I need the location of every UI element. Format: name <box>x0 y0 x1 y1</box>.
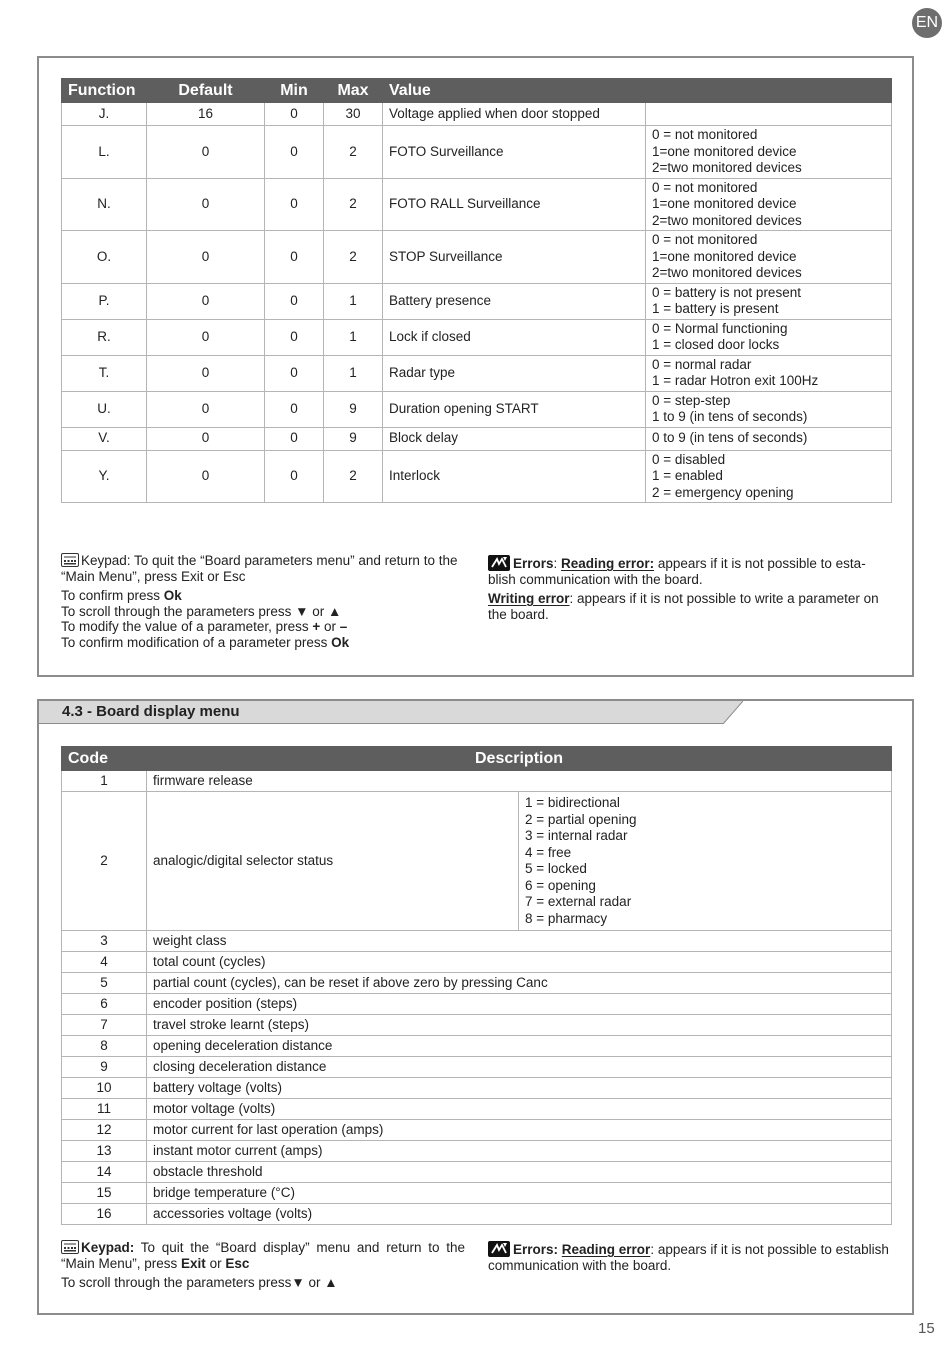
keypad-quit-text: Keypad: To quit the “Board parameters menu” and return to the “Main Menu”, press Exit or Esc <box>61 553 458 584</box>
description-cell: battery voltage (volts) <box>147 1078 892 1099</box>
max-cell: 9 <box>324 427 383 450</box>
plus-key: + <box>312 619 321 634</box>
table-row <box>62 952 892 973</box>
keypad-note-display <box>61 1240 465 1291</box>
max-cell: 1 <box>324 283 383 319</box>
value-line: 0 = disabled <box>652 451 726 467</box>
selector-value-line: 1 = bidirectional <box>525 795 620 810</box>
description-cell: partial count (cycles), can be reset if above zero by pressing Canc <box>147 973 892 994</box>
minus-key: – <box>339 619 348 634</box>
function-cell: U. <box>62 391 147 427</box>
selector-value-line: 8 = pharmacy <box>525 910 608 926</box>
description-cell: bridge temperature (°C) <box>147 1183 892 1204</box>
code-cell: 4 <box>62 952 147 973</box>
value-line: 1=one monitored device <box>652 248 797 264</box>
table-row <box>62 427 892 450</box>
description-cell: FOTO Surveillance <box>383 126 646 179</box>
min-cell: 0 <box>265 103 324 126</box>
keypad-quit-text: To quit the “Board display” menu and return to the “Main Menu”, press <box>61 1240 465 1271</box>
min-cell: 0 <box>265 178 324 231</box>
value-line: 2=two monitored devices <box>652 265 802 280</box>
description-cell: Battery presence <box>383 283 646 319</box>
table-row <box>62 103 892 126</box>
min-cell: 0 <box>265 126 324 179</box>
description-cell: FOTO RALL Surveillance <box>383 178 646 231</box>
col-header-min: Min <box>265 79 324 103</box>
value-line: 2=two monitored devices <box>652 212 802 228</box>
default-cell: 0 <box>147 126 265 179</box>
errors-sep: : <box>553 556 562 571</box>
selector-value-line: 3 = internal radar <box>525 828 628 843</box>
table-row <box>62 355 892 391</box>
table-row <box>62 1183 892 1204</box>
function-cell: O. <box>62 231 147 284</box>
function-cell: R. <box>62 319 147 355</box>
value-cell <box>646 391 892 427</box>
min-cell: 0 <box>265 450 324 503</box>
value-line: 1=one monitored device <box>652 143 797 159</box>
description-cell: opening deceleration distance <box>147 1036 892 1057</box>
default-cell: 0 <box>147 427 265 450</box>
description-cell: instant motor current (amps) <box>147 1141 892 1162</box>
description-cell: motor voltage (volts) <box>147 1099 892 1120</box>
reading-error-label: Reading error: <box>561 556 655 571</box>
table-row <box>62 792 892 931</box>
value-cell <box>646 103 892 126</box>
table-row <box>62 1078 892 1099</box>
code-cell: 8 <box>62 1036 147 1057</box>
description-cell: encoder position (steps) <box>147 994 892 1015</box>
errors-icon <box>488 1241 510 1257</box>
modify-text: To modify the value of a parameter, press <box>61 619 313 634</box>
code-cell: 11 <box>62 1099 147 1120</box>
min-cell: 0 <box>265 319 324 355</box>
parameters-header-row <box>62 79 892 103</box>
description-cell: STOP Surveillance <box>383 231 646 284</box>
max-cell: 2 <box>324 231 383 284</box>
value-line: 1 = enabled <box>652 468 723 483</box>
confirm-mod-line <box>61 635 461 651</box>
confirm-text: To confirm press <box>61 588 164 603</box>
max-cell: 2 <box>324 178 383 231</box>
parameters-table <box>61 78 892 503</box>
codes-header-row <box>62 747 892 771</box>
keypad-display-line <box>61 1240 465 1271</box>
code-cell: 15 <box>62 1183 147 1204</box>
code-cell: 2 <box>62 792 147 931</box>
selector-value-line: 7 = external radar <box>525 894 632 909</box>
page-number: 15 <box>918 1320 935 1337</box>
code-cell: 9 <box>62 1057 147 1078</box>
max-cell: 2 <box>324 126 383 179</box>
description-cell: analogic/digital selector status <box>147 792 519 931</box>
code-cell: 12 <box>62 1120 147 1141</box>
table-row <box>62 1141 892 1162</box>
default-cell: 0 <box>147 178 265 231</box>
description-cell: Duration opening START <box>383 391 646 427</box>
keypad-label: Keypad: <box>81 1240 135 1255</box>
value-line: 0 = not monitored <box>652 232 758 247</box>
col-header-function: Function <box>62 79 147 103</box>
writing-error-label: Writing error <box>488 591 570 606</box>
modify-line <box>61 619 461 635</box>
description-cell: Voltage applied when door stopped <box>383 103 646 126</box>
description-cell: Radar type <box>383 355 646 391</box>
default-cell: 0 <box>147 450 265 503</box>
table-row <box>62 1162 892 1183</box>
code-cell: 3 <box>62 931 147 952</box>
value-cell <box>646 126 892 179</box>
value-line: 2 = emergency opening <box>652 484 794 500</box>
min-cell: 0 <box>265 355 324 391</box>
or-text: or <box>320 619 340 634</box>
errors-title: Errors <box>513 556 554 571</box>
value-line: 0 = not monitored <box>652 179 758 195</box>
reading-error-line <box>488 555 892 587</box>
table-row <box>62 931 892 952</box>
table-row <box>62 994 892 1015</box>
selector-values-cell <box>519 792 892 931</box>
selector-value-line: 5 = locked <box>525 861 587 876</box>
code-cell: 13 <box>62 1141 147 1162</box>
selector-value-line: 6 = opening <box>525 877 596 893</box>
language-badge: EN <box>912 8 942 38</box>
function-cell: L. <box>62 126 147 179</box>
description-cell: accessories voltage (volts) <box>147 1204 892 1225</box>
value-cell <box>646 355 892 391</box>
value-line: 1 = closed door locks <box>652 337 780 352</box>
table-row <box>62 1036 892 1057</box>
function-cell: P. <box>62 283 147 319</box>
code-cell: 10 <box>62 1078 147 1099</box>
value-line: 0 = battery is not present <box>652 284 801 300</box>
table-row <box>62 1099 892 1120</box>
ok-key: Ok <box>163 588 182 603</box>
errors-note-display <box>488 1241 893 1273</box>
confirm-mod-text: To confirm modification of a parameter press <box>61 634 332 650</box>
function-cell: J. <box>62 103 147 126</box>
keypad-icon <box>61 553 79 567</box>
scroll-line: To scroll through the parameters press▼ or ▲ <box>61 1275 338 1290</box>
default-cell: 0 <box>147 231 265 284</box>
col-header-value: Value <box>383 79 892 103</box>
max-cell: 9 <box>324 391 383 427</box>
codes-table <box>61 746 892 1225</box>
table-row <box>62 1204 892 1225</box>
table-row <box>62 283 892 319</box>
description-cell: firmware release <box>147 771 892 792</box>
value-line: 1 to 9 (in tens of seconds) <box>652 409 808 424</box>
value-line: 0 = not monitored <box>652 127 758 142</box>
writing-error-text: : appears if it is not possible to write a parameter on the board. <box>488 591 879 622</box>
board-display-panel <box>37 699 914 1315</box>
value-cell <box>646 450 892 503</box>
function-cell: N. <box>62 178 147 231</box>
esc-key: Esc <box>225 1255 250 1271</box>
value-line: 1=one monitored device <box>652 196 797 211</box>
keypad-instructions-line <box>61 553 461 584</box>
table-row <box>62 1057 892 1078</box>
table-row <box>62 1120 892 1141</box>
writing-error-line <box>488 591 892 622</box>
value-cell <box>646 178 892 231</box>
table-row <box>62 450 892 503</box>
col-header-default: Default <box>147 79 265 103</box>
default-cell: 0 <box>147 319 265 355</box>
selector-value-line: 2 = partial opening <box>525 811 637 827</box>
reading-error-text: appears if it is not possible to esta-blish communication with the board. <box>488 556 866 587</box>
table-row <box>62 771 892 792</box>
default-cell: 0 <box>147 391 265 427</box>
reading-error-label: Reading error <box>561 1242 651 1257</box>
min-cell: 0 <box>265 231 324 284</box>
value-line: 0 = step-step <box>652 392 731 408</box>
parameters-table-body <box>62 103 892 503</box>
table-row <box>62 973 892 994</box>
value-line: 2=two monitored devices <box>652 160 802 175</box>
col-header-description: Description <box>147 747 892 771</box>
codes-table-body <box>62 771 892 1225</box>
description-cell: closing deceleration distance <box>147 1057 892 1078</box>
code-cell: 5 <box>62 973 147 994</box>
code-cell: 7 <box>62 1015 147 1036</box>
value-cell <box>646 427 892 450</box>
min-cell: 0 <box>265 427 324 450</box>
description-cell: weight class <box>147 931 892 952</box>
section-title: 4.3 - Board display menu <box>62 703 240 720</box>
exit-key: Exit <box>181 1255 206 1271</box>
table-row <box>62 391 892 427</box>
description-cell: Lock if closed <box>383 319 646 355</box>
selector-value-line: 4 = free <box>525 844 572 860</box>
default-cell: 0 <box>147 355 265 391</box>
value-line: 1 = radar Hotron exit 100Hz <box>652 373 819 388</box>
table-row <box>62 319 892 355</box>
description-cell: motor current for last operation (amps) <box>147 1120 892 1141</box>
description-cell: total count (cycles) <box>147 952 892 973</box>
function-cell: T. <box>62 355 147 391</box>
ok-key: Ok <box>331 634 350 650</box>
col-header-max: Max <box>324 79 383 103</box>
max-cell: 30 <box>324 103 383 126</box>
or-text: or <box>205 1255 226 1271</box>
min-cell: 0 <box>265 391 324 427</box>
keypad-icon <box>61 1240 79 1254</box>
keypad-note-parameters <box>61 553 461 650</box>
table-row <box>62 1015 892 1036</box>
function-cell: Y. <box>62 450 147 503</box>
description-cell: Block delay <box>383 427 646 450</box>
value-cell <box>646 319 892 355</box>
code-cell: 14 <box>62 1162 147 1183</box>
table-row <box>62 126 892 179</box>
errors-title: Errors: <box>513 1242 559 1257</box>
value-line: 0 to 9 (in tens of seconds) <box>652 430 808 446</box>
reading-error-line <box>488 1241 893 1273</box>
scroll-line: To scroll through the parameters press ▼ or ▲ <box>61 603 342 619</box>
errors-note-parameters <box>488 555 892 622</box>
value-line: 1 = battery is present <box>652 301 779 316</box>
value-line: 0 = normal radar <box>652 356 752 372</box>
default-cell: 0 <box>147 283 265 319</box>
value-cell <box>646 283 892 319</box>
table-row <box>62 231 892 284</box>
max-cell: 2 <box>324 450 383 503</box>
errors-icon <box>488 555 510 571</box>
confirm-line <box>61 588 461 604</box>
description-cell: travel stroke learnt (steps) <box>147 1015 892 1036</box>
code-cell: 16 <box>62 1204 147 1225</box>
description-cell: obstacle threshold <box>147 1162 892 1183</box>
default-cell: 16 <box>147 103 265 126</box>
table-row <box>62 178 892 231</box>
parameters-panel <box>37 56 914 677</box>
description-cell: Interlock <box>383 450 646 503</box>
max-cell: 1 <box>324 319 383 355</box>
code-cell: 1 <box>62 771 147 792</box>
reading-error-text: : appears if it is not possible to establish communication with the board. <box>488 1242 889 1273</box>
max-cell: 1 <box>324 355 383 391</box>
value-line: 0 = Normal functioning <box>652 320 788 336</box>
function-cell: V. <box>62 427 147 450</box>
value-cell <box>646 231 892 284</box>
min-cell: 0 <box>265 283 324 319</box>
code-cell: 6 <box>62 994 147 1015</box>
col-header-code: Code <box>62 747 147 771</box>
